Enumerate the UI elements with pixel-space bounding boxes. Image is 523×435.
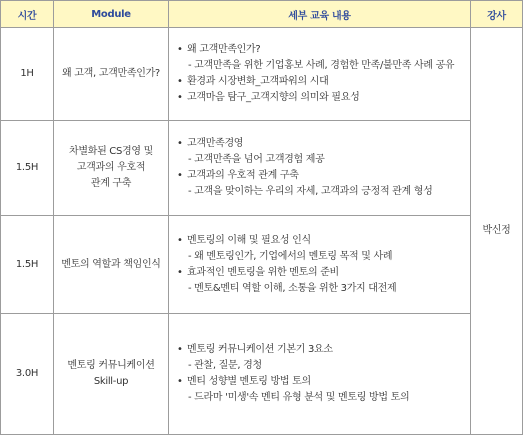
table-row bbox=[1, 121, 523, 216]
detail-subline bbox=[177, 249, 470, 265]
detail-line bbox=[177, 342, 470, 358]
time-cell: 1H bbox=[1, 28, 54, 121]
header-detail: 세부 교육 내용 bbox=[169, 1, 471, 28]
bullet-glyph: • bbox=[177, 234, 183, 246]
time-cell: 1.5H bbox=[1, 121, 54, 216]
bullet-glyph: • bbox=[177, 44, 183, 55]
detail-text: 환경과 시장변화_고객파워의 시대 bbox=[187, 76, 329, 87]
detail-text: - 고객만족을 위한 기업홍보 사례, 경험한 만족/불만족 사례 공유 bbox=[188, 60, 455, 71]
bullet-glyph: • bbox=[177, 170, 183, 181]
detail-line bbox=[177, 136, 470, 152]
module-cell bbox=[54, 216, 169, 314]
detail-line bbox=[177, 42, 470, 58]
detail-subline bbox=[177, 390, 470, 406]
module-line: 멘토링 커뮤니케이션 bbox=[67, 360, 155, 371]
detail-subline bbox=[177, 281, 470, 297]
bullet-glyph: • bbox=[177, 76, 183, 87]
detail-cell bbox=[169, 314, 471, 435]
detail-text: 멘토링의 이해 및 필요성 인식 bbox=[187, 234, 311, 246]
detail-text: - 고객을 맞이하는 우리의 자세, 고객과의 긍정적 관계 형성 bbox=[188, 186, 433, 197]
bullet-glyph: • bbox=[177, 138, 183, 149]
detail-line bbox=[177, 74, 470, 90]
header-time: 시간 bbox=[1, 1, 54, 28]
table-header bbox=[1, 1, 523, 28]
detail-text: 멘티 성향별 멘토링 방법 토의 bbox=[187, 376, 311, 387]
table-row bbox=[1, 216, 523, 314]
detail-text: - 드라마 '미생'속 멘티 유형 분석 및 멘토링 방법 토의 bbox=[188, 392, 410, 403]
detail-text: - 고객만족을 넘어 고객경험 제공 bbox=[188, 154, 325, 165]
time-cell: 1.5H bbox=[1, 216, 54, 314]
module-line: 왜 고객, 고객만족인가? bbox=[62, 68, 160, 79]
detail-text: 고객마음 탐구_고객지향의 의미와 필요성 bbox=[187, 92, 360, 103]
detail-text: 왜 고객만족인가? bbox=[187, 44, 261, 55]
detail-cell bbox=[169, 121, 471, 216]
header-row bbox=[1, 1, 523, 28]
detail-line bbox=[177, 168, 470, 184]
module-cell bbox=[54, 121, 169, 216]
table-body bbox=[1, 28, 523, 435]
module-line: 멘토의 역할과 책임인식 bbox=[61, 258, 161, 270]
detail-line bbox=[177, 90, 470, 106]
module-line: 고객과의 우호적 bbox=[76, 162, 146, 173]
detail-text: - 멘토&멘티 역할 이해, 소통을 위한 3가지 대전제 bbox=[188, 282, 397, 294]
time-cell: 3.0H bbox=[1, 314, 54, 435]
detail-line bbox=[177, 233, 470, 249]
header-instructor: 강사 bbox=[471, 1, 523, 28]
detail-text: 효과적인 멘토링을 위한 멘토의 준비 bbox=[187, 266, 339, 278]
detail-subline bbox=[177, 184, 470, 200]
module-line: Skill-up bbox=[93, 376, 129, 387]
module-cell bbox=[54, 28, 169, 121]
header-module: Module bbox=[54, 1, 169, 28]
detail-text: - 왜 멘토링인가, 기업에서의 멘토링 목적 및 사례 bbox=[188, 250, 393, 262]
bullet-glyph: • bbox=[177, 376, 183, 387]
detail-cell bbox=[169, 216, 471, 314]
bullet-glyph: • bbox=[177, 344, 183, 355]
detail-text: 고객만족경영 bbox=[187, 138, 244, 149]
table-row bbox=[1, 28, 523, 121]
detail-subline bbox=[177, 358, 470, 374]
module-line: 관계 구축 bbox=[90, 178, 132, 189]
detail-text: 멘토링 커뮤니케이션 기본기 3요소 bbox=[187, 344, 333, 355]
detail-text: - 관찰, 질문, 경청 bbox=[188, 360, 262, 371]
bullet-glyph: • bbox=[177, 92, 183, 103]
detail-subline bbox=[177, 152, 470, 168]
module-line: 차별화된 CS경영 및 bbox=[68, 146, 153, 157]
detail-line bbox=[177, 374, 470, 390]
detail-cell bbox=[169, 28, 471, 121]
bullet-glyph: • bbox=[177, 266, 183, 278]
table-row bbox=[1, 314, 523, 435]
detail-line bbox=[177, 265, 470, 281]
detail-subline bbox=[177, 58, 470, 74]
instructor-cell: 박신정 bbox=[471, 28, 523, 435]
module-cell bbox=[54, 314, 169, 435]
detail-text: 고객과의 우호적 관계 구축 bbox=[187, 170, 299, 181]
